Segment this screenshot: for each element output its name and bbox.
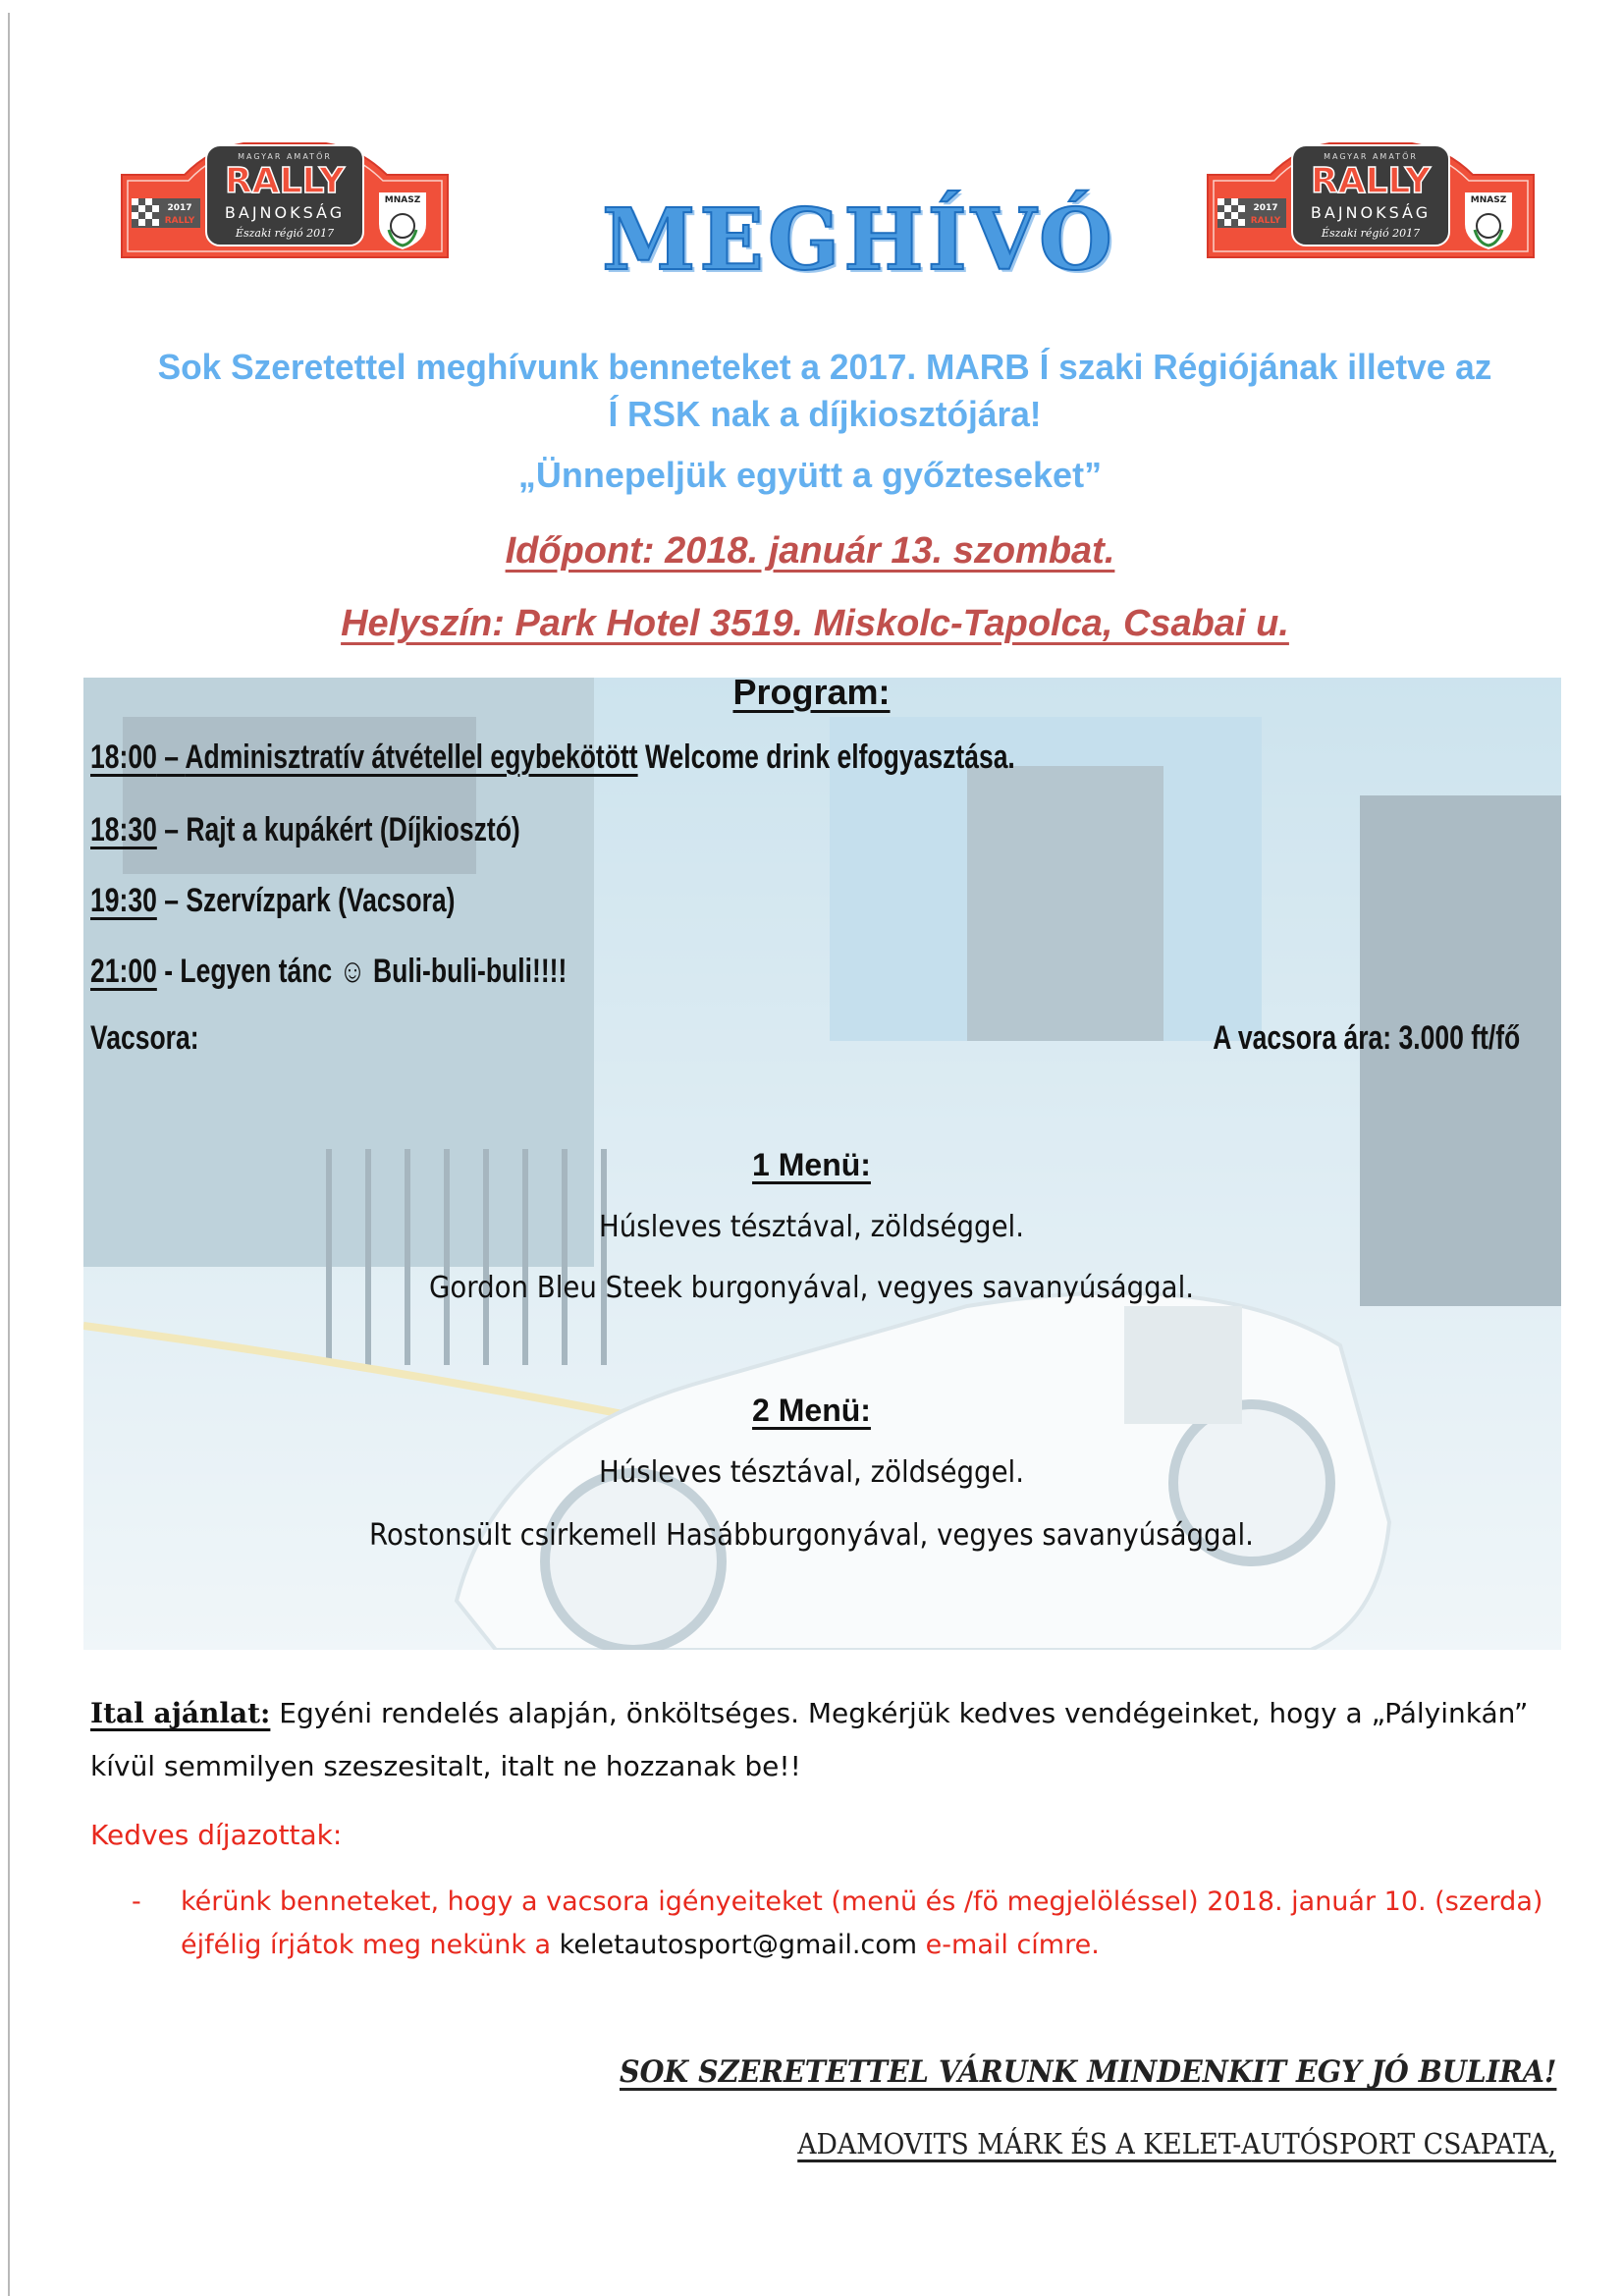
intro-line-2: Í RSK nak a díjkiosztójára!	[608, 394, 1042, 434]
program-text: Legyen tánc ☺ Buli-buli-buli!!!!	[180, 953, 568, 990]
program-title: Program:	[732, 672, 891, 712]
menu-2-title: 2 Menü:	[752, 1393, 871, 1428]
notice-item	[132, 1881, 1565, 1967]
program-item	[90, 738, 1015, 777]
page-title: MEGHÍVÓ	[602, 191, 1116, 290]
menu-2-main: Rostonsült csirkemell Hasábburgonyával, vegyes savanyúsággal.	[369, 1518, 1254, 1553]
signature: ADAMOVITS MÁRK ÉS A KELET-AUTÓSPORT CSAPATA,	[797, 2127, 1556, 2160]
svg-text:Északi régió 2017: Északi régió 2017	[235, 227, 335, 240]
drink-offer-text: Egyéni rendelés alapján, önköltséges. Megkérjük kedves vendégeinket, hogy a „Pályinkán” kívül semmilyen szeszesitalt, italt ne hozzanak be!!	[90, 1697, 1529, 1782]
program-time: 18:00	[90, 738, 157, 776]
program-time: 19:30	[90, 882, 157, 919]
program-item	[90, 882, 456, 920]
notice-text-end: e-mail címre.	[917, 1930, 1100, 1960]
intro-line-1: Sok Szeretettel meghívunk benneteket a 2017. MARB Í szaki Régiójának illetve az	[157, 347, 1492, 387]
program-text: Welcome drink elfogyasztása.	[637, 738, 1015, 776]
svg-text:2017: 2017	[167, 203, 192, 213]
svg-text:RALLY: RALLY	[1311, 161, 1431, 201]
svg-text:MNASZ: MNASZ	[1470, 195, 1507, 205]
menu-2-soup: Húsleves tésztával, zöldséggel.	[598, 1455, 1024, 1490]
menu-1-main: Gordon Bleu Steek burgonyával, vegyes savanyúsággal.	[428, 1271, 1195, 1305]
program-sep: –	[156, 811, 187, 848]
svg-text:RALLY: RALLY	[225, 161, 345, 201]
svg-text:Északi régió 2017: Északi régió 2017	[1321, 227, 1421, 240]
svg-text:RALLY: RALLY	[164, 216, 195, 226]
svg-text:RALLY: RALLY	[1250, 216, 1281, 226]
program-sep: –	[156, 738, 186, 776]
dinner-label: Vacsora:	[90, 1019, 199, 1057]
bullet-dash: -	[132, 1886, 141, 1917]
program-time: 18:30	[90, 811, 157, 848]
menu-1-title: 1 Menü:	[752, 1147, 871, 1182]
intro-quote: „Ünnepeljük együtt a győzteseket”	[517, 455, 1103, 495]
program-item	[90, 953, 567, 991]
notice-text: kérünk benneteket, hogy a vacsora igényeiteket (menü és /fö megjelöléssel) 2018. január 10. (szerda) éjfélig írjátok meg nekünk a	[181, 1886, 1543, 1960]
menu-1-soup: Húsleves tésztával, zöldséggel.	[598, 1210, 1024, 1244]
email-link[interactable]: keletautosport@gmail.com	[559, 1930, 918, 1960]
closing-line: SOK SZERETETTEL VÁRUNK MINDENKIT EGY JÓ BULIRA!	[619, 2054, 1556, 2090]
svg-text:BAJNOKSÁG: BAJNOKSÁG	[1310, 203, 1432, 222]
dinner-price: A vacsora ára: 3.000 ft/fő	[1213, 1019, 1520, 1057]
program-time: 21:00	[90, 953, 157, 990]
svg-text:BAJNOKSÁG: BAJNOKSÁG	[224, 203, 346, 222]
program-sep: -	[156, 953, 181, 990]
event-location: Helyszín: Park Hotel 3519. Miskolc-Tapolca, Csabai u.	[341, 603, 1289, 644]
svg-text:MAGYAR AMATŐR: MAGYAR AMATŐR	[238, 152, 332, 161]
program-sep: –	[156, 882, 187, 919]
program-text: Rajt a kupákért (Díjkiosztó)	[186, 811, 520, 848]
program-underlined-text: Adminisztratív átvétellel egybekötött	[185, 738, 638, 776]
svg-text:2017: 2017	[1253, 203, 1278, 213]
svg-text:MNASZ: MNASZ	[384, 195, 421, 205]
svg-text:MAGYAR AMATŐR: MAGYAR AMATŐR	[1324, 152, 1418, 161]
drink-offer	[90, 1687, 1553, 1793]
program-item	[90, 811, 520, 849]
drink-offer-label: Ital ajánlat:	[90, 1697, 271, 1729]
program-text: Szervízpark (Vacsora)	[186, 882, 456, 919]
event-date: Időpont: 2018. január 13. szombat.	[505, 530, 1115, 572]
notice-heading: Kedves díjazottak:	[90, 1819, 343, 1851]
